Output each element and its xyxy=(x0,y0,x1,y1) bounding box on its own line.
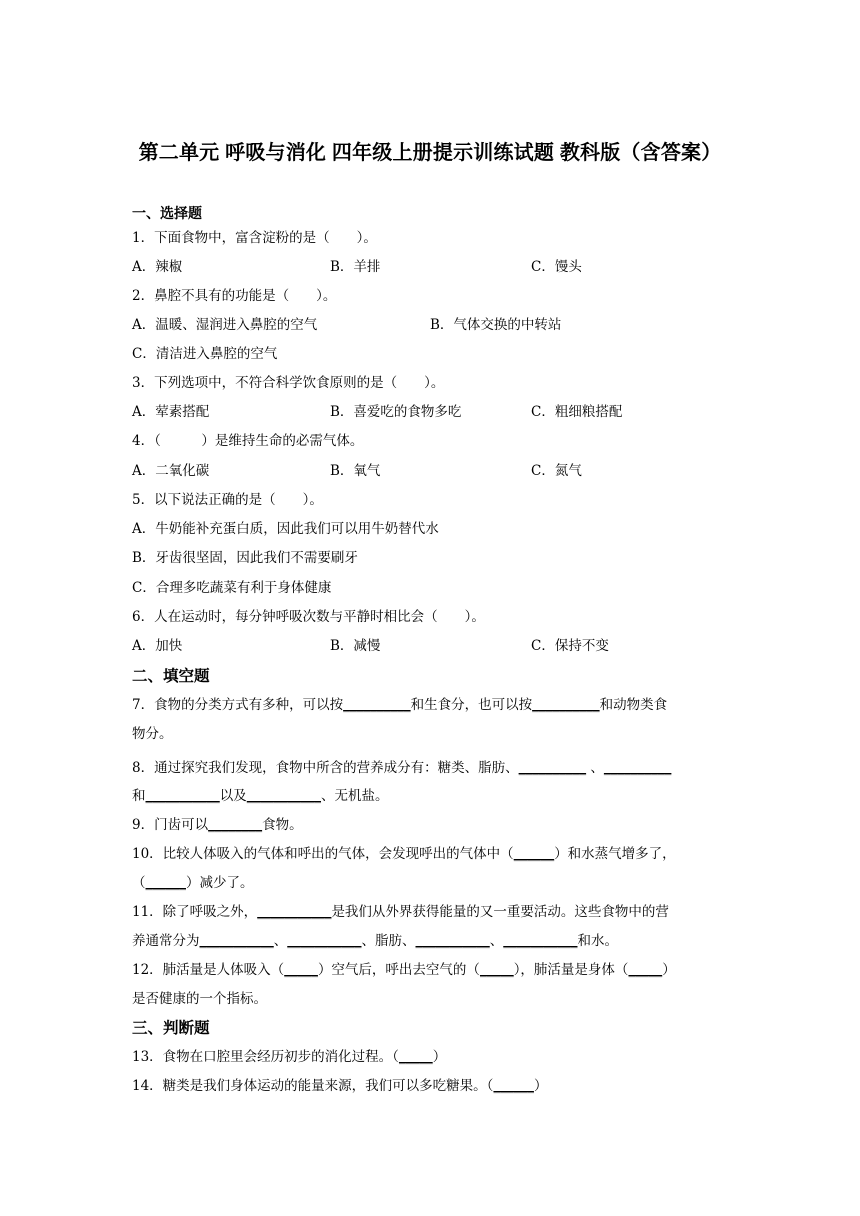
question-2: 2．鼻腔不具有的功能是（ ）。 xyxy=(132,288,337,304)
question-12-line-2: 是否健康的一个指标。 xyxy=(132,991,267,1007)
q8-text-1: 8．通过探究我们发现，食物中所含的营养成分有：糖类、脂肪、 xyxy=(132,760,519,776)
q6-option-c: C．保持不变 xyxy=(531,638,609,654)
q8-blank-3: ___________ xyxy=(145,788,220,804)
q7-blank-2: __________ xyxy=(532,697,600,713)
q11-blank-4: ___________ xyxy=(415,933,490,949)
q3-option-a: A．荤素搭配 xyxy=(132,404,210,420)
section-heading-judge: 三、判断题 xyxy=(132,1020,210,1037)
q11-text-1: 11．除了呼吸之外， xyxy=(132,904,258,920)
question-6: 6．人在运动时，每分钟呼吸次数与平静时相比会（ ）。 xyxy=(132,609,485,625)
q12-text-2: ）空气后，呼出去空气的（ xyxy=(317,962,480,978)
q12-blank-2: _____ xyxy=(479,962,514,978)
q10-text-2: ）和水蒸气增多了， xyxy=(554,846,676,862)
question-10 xyxy=(132,842,732,866)
q12-blank-3: _____ xyxy=(628,962,663,978)
page-title: 第二单元 呼吸与消化 四年级上册提示训练试题 教科版（含答案） xyxy=(138,142,722,164)
question-12 xyxy=(132,958,732,982)
q11-blank-3: ___________ xyxy=(287,933,362,949)
q9-blank-1: ________ xyxy=(208,817,263,833)
q10-blank-2: ______ xyxy=(145,875,186,891)
q10-text-1: 10．比较人体吸入的气体和呼出的气体，会发现呼出的气体中（ xyxy=(132,846,514,862)
q11-text-5: 、脂肪、 xyxy=(361,933,416,949)
q8-blank-2: __________ xyxy=(603,760,672,776)
q10-text-4: ）减少了。 xyxy=(186,875,254,891)
q11-blank-1: ___________ xyxy=(257,904,332,920)
question-11 xyxy=(132,900,732,924)
q12-blank-1: _____ xyxy=(284,962,318,978)
q8-text-4: 以及 xyxy=(219,788,247,804)
q11-text-4: 、 xyxy=(273,933,288,949)
question-13 xyxy=(132,1045,732,1069)
question-11-line-2 xyxy=(132,929,732,953)
q13-blank-1: _____ xyxy=(398,1049,433,1065)
question-10-line-2 xyxy=(132,871,732,895)
q7-blank-1: __________ xyxy=(343,697,411,713)
q1-option-b: B．羊排 xyxy=(330,259,381,275)
q5-option-c: C．合理多吃蔬菜有利于身体健康 xyxy=(132,580,332,596)
q13-text-2: ） xyxy=(432,1049,447,1065)
q9-text-2: 食物。 xyxy=(262,817,303,833)
q14-text-2: ） xyxy=(533,1078,548,1094)
q9-text-1: 9．门齿可以 xyxy=(132,817,209,833)
q11-text-7: 和水。 xyxy=(577,933,618,949)
question-3: 3．下列选项中，不符合科学饮食原则的是（ ）。 xyxy=(132,375,445,391)
q14-blank-1: ______ xyxy=(493,1078,534,1094)
question-1: 1．下面食物中，富含淀粉的是（ ）。 xyxy=(132,230,377,246)
q11-text-2: 是我们从外界获得能量的又一重要活动。这些食物中的营 xyxy=(331,904,669,920)
question-7-line-2: 物分。 xyxy=(132,726,173,742)
q1-option-a: A．辣椒 xyxy=(132,259,183,275)
q7-text-2: 和生食分，也可以按 xyxy=(410,697,533,713)
q4-option-c: C．氮气 xyxy=(531,463,582,479)
question-7 xyxy=(132,693,732,717)
question-8 xyxy=(132,756,732,780)
q2-option-b: B．气体交换的中转站 xyxy=(430,317,562,333)
q5-option-a: A．牛奶能补充蛋白质，因此我们可以用牛奶替代水 xyxy=(132,521,439,537)
q2-option-c: C．清洁进入鼻腔的空气 xyxy=(132,346,278,362)
q12-text-3: ），肺活量是身体（ xyxy=(513,962,629,978)
q12-text-4: ） xyxy=(662,962,676,978)
q11-blank-5: ___________ xyxy=(503,933,578,949)
q12-text-1: 12．肺活量是人体吸入（ xyxy=(132,962,285,978)
question-14 xyxy=(132,1074,732,1098)
q1-option-c: C．馒头 xyxy=(531,259,582,275)
q10-blank-1: ______ xyxy=(513,846,555,862)
q10-text-3: （ xyxy=(132,875,146,891)
q8-text-3: 和 xyxy=(132,788,146,804)
q2-option-a: A．温暖、湿润进入鼻腔的空气 xyxy=(132,317,318,333)
q11-blank-2: ___________ xyxy=(199,933,274,949)
q8-text-5: 、无机盐。 xyxy=(321,788,389,804)
q4-option-a: A．二氧化碳 xyxy=(132,463,210,479)
q6-option-b: B．减慢 xyxy=(330,638,381,654)
q8-text-2: 、 xyxy=(586,760,604,776)
q4-option-b: B．氧气 xyxy=(330,463,381,479)
section-heading-choice: 一、选择题 xyxy=(132,205,202,221)
question-9 xyxy=(132,813,732,837)
q14-text-1: 14．糖类是我们身体运动的能量来源，我们可以多吃糖果。（ xyxy=(132,1078,494,1094)
q11-text-3: 养通常分为 xyxy=(132,933,200,949)
q5-option-b: B．牙齿很坚固，因此我们不需要刷牙 xyxy=(132,550,358,566)
q13-text-1: 13．食物在口腔里会经历初步的消化过程。（ xyxy=(132,1049,399,1065)
question-4: 4．（ ）是维持生命的必需气体。 xyxy=(132,433,364,449)
q3-option-c: C．粗细粮搭配 xyxy=(531,404,623,420)
q7-text-3: 和动物类食 xyxy=(599,697,668,713)
q6-option-a: A．加快 xyxy=(132,638,183,654)
question-5: 5．以下说法正确的是（ ）。 xyxy=(132,492,323,508)
q3-option-b: B．喜爱吃的食物多吃 xyxy=(330,404,462,420)
question-8-line-2 xyxy=(132,784,732,808)
q8-blank-4: ___________ xyxy=(246,788,321,804)
q8-blank-1: __________ xyxy=(518,760,587,776)
section-heading-fill: 二、填空题 xyxy=(132,668,210,685)
q7-text-1: 7．食物的分类方式有多种，可以按 xyxy=(132,697,344,713)
q11-text-6: 、 xyxy=(489,933,504,949)
